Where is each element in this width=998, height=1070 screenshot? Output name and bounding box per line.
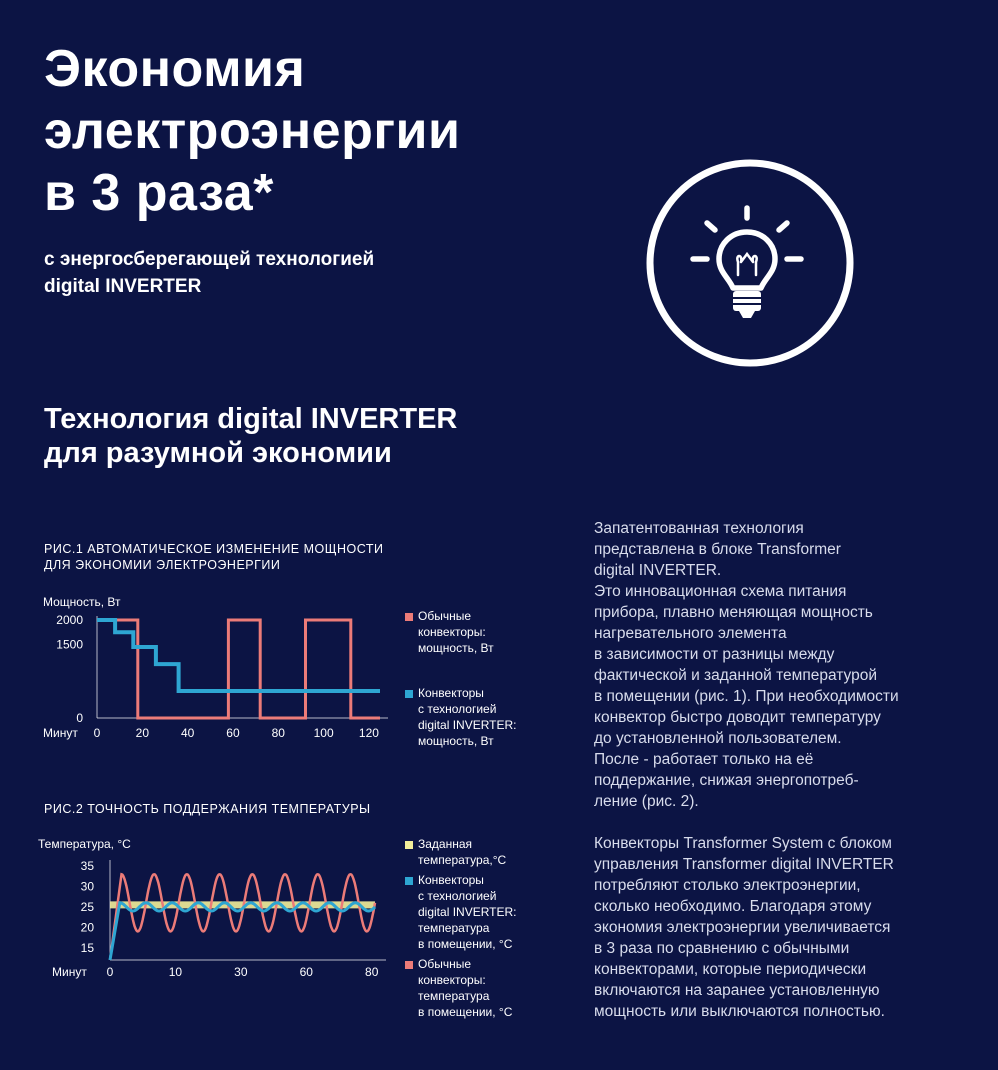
section-title-line: для разумной экономии bbox=[44, 437, 392, 469]
hero-title bbox=[44, 38, 460, 224]
x-tick-label: 80 bbox=[365, 965, 379, 979]
legend-swatch bbox=[405, 613, 413, 621]
legend-line: мощность, Вт bbox=[418, 641, 494, 655]
legend-line: Обычные bbox=[418, 957, 472, 971]
legend-line: мощность, Вт bbox=[418, 734, 494, 748]
description-line: сколько необходимо. Благодаря этому bbox=[594, 898, 872, 915]
description-line: прибора, плавно меняющая мощность bbox=[594, 604, 873, 621]
hero-subtitle-line: digital INVERTER bbox=[44, 276, 202, 297]
x-tick-label: 30 bbox=[234, 965, 248, 979]
section-title-line: Технология digital INVERTER bbox=[44, 403, 458, 435]
y-tick-label: 30 bbox=[80, 879, 94, 894]
fig1-legend bbox=[405, 608, 555, 758]
fig1-caption bbox=[44, 541, 383, 573]
legend-line: с технологией bbox=[418, 702, 497, 716]
description-line: После - работает только на её bbox=[594, 751, 814, 768]
x-axis-label: Минут bbox=[52, 965, 87, 979]
legend-item-inverter bbox=[405, 872, 516, 952]
description-line: Запатентованная технология bbox=[594, 520, 804, 537]
legend-item-target bbox=[405, 836, 506, 868]
legend-item-conventional bbox=[405, 608, 494, 656]
series-conventional-temperature bbox=[110, 874, 375, 960]
x-tick-label: 60 bbox=[299, 965, 313, 979]
legend-line: Конвекторы bbox=[418, 686, 484, 700]
description-line: мощность или выключаются полностью. bbox=[594, 1003, 885, 1020]
legend-swatch bbox=[405, 841, 413, 849]
x-tick-label: 80 bbox=[271, 726, 285, 740]
x-tick-label: 10 bbox=[168, 965, 183, 979]
fig1-caption-line: РИС.1 АВТОМАТИЧЕСКОЕ ИЗМЕНЕНИЕ МОЩНОСТИ bbox=[44, 542, 384, 556]
x-axis-label: Минут bbox=[43, 726, 78, 740]
legend-swatch bbox=[405, 690, 413, 698]
description-line: экономия электроэнергии увеличивается bbox=[594, 919, 891, 936]
temperature-chart bbox=[36, 830, 396, 985]
description bbox=[594, 518, 974, 1022]
y-tick-label: 15 bbox=[80, 940, 94, 955]
description-paragraph-2 bbox=[594, 833, 974, 1022]
x-tick-label: 120 bbox=[358, 726, 379, 740]
description-line: нагревательного элемента bbox=[594, 625, 787, 642]
legend-line: температура bbox=[418, 989, 490, 1003]
legend-line: digital INVERTER: bbox=[418, 718, 517, 732]
description-line: digital INVERTER. bbox=[594, 562, 722, 579]
description-line: до установленной пользователем. bbox=[594, 730, 842, 747]
description-line: в помещении (рис. 1). При необходимости bbox=[594, 688, 899, 705]
description-line: представлена в блоке Transformer bbox=[594, 541, 841, 558]
description-line: управления Transformer digital INVERTER bbox=[594, 856, 894, 873]
legend-swatch bbox=[405, 877, 413, 885]
power-chart bbox=[36, 590, 398, 746]
y-tick-label: 25 bbox=[80, 899, 94, 914]
description-line: потребляют столько электроэнергии, bbox=[594, 877, 861, 894]
hero-title-line: в 3 раза* bbox=[44, 164, 274, 222]
legend-line: Обычные bbox=[418, 609, 472, 623]
hero-subtitle bbox=[44, 246, 374, 300]
description-line: конвекторами, которые периодически bbox=[594, 961, 867, 978]
x-tick-label: 60 bbox=[226, 726, 240, 740]
legend-line: температура,°С bbox=[418, 853, 507, 867]
y-tick-label: 20 bbox=[80, 920, 94, 935]
y-axis-label: Мощность, Вт bbox=[43, 595, 121, 609]
x-tick-label: 0 bbox=[93, 726, 101, 740]
series-inverter-power bbox=[97, 620, 380, 691]
description-line: поддержание, снижая энергопотреб- bbox=[594, 772, 859, 789]
x-tick-label: 20 bbox=[135, 726, 150, 740]
y-tick-label: 2000 bbox=[56, 613, 83, 627]
description-line: включаются на заранее установленную bbox=[594, 982, 880, 999]
description-line: фактической и заданной температурой bbox=[594, 667, 877, 684]
legend-item-conventional bbox=[405, 956, 512, 1020]
hero-title-line: Экономия bbox=[44, 40, 306, 98]
x-tick-label: 100 bbox=[313, 726, 334, 740]
legend-line: в помещении, °С bbox=[418, 1005, 513, 1019]
y-axis-label: Температура, °С bbox=[38, 837, 131, 851]
fig2-caption-line: РИС.2 ТОЧНОСТЬ ПОДДЕРЖАНИЯ ТЕМПЕРАТУРЫ bbox=[44, 802, 371, 816]
fig1-caption-line: ДЛЯ ЭКОНОМИИ ЭЛЕКТРОЭНЕРГИИ bbox=[44, 558, 281, 572]
description-line: в зависимости от разницы между bbox=[594, 646, 835, 663]
y-tick-label: 35 bbox=[80, 859, 94, 874]
light-bulb-icon bbox=[645, 158, 855, 368]
legend-line: температура bbox=[418, 921, 490, 935]
description-line: Конвекторы Transformer System с блоком bbox=[594, 835, 892, 852]
fig2-legend bbox=[405, 836, 555, 1026]
description-line: Это инновационная схема питания bbox=[594, 583, 847, 600]
legend-line: в помещении, °С bbox=[418, 937, 513, 951]
legend-line: конвекторы: bbox=[418, 625, 486, 639]
fig2-caption bbox=[44, 801, 371, 817]
legend-line: с технологией bbox=[418, 889, 497, 903]
legend-line: Заданная bbox=[418, 837, 473, 851]
hero-title-line: электроэнергии bbox=[44, 102, 461, 160]
legend-line: digital INVERTER: bbox=[418, 905, 517, 919]
legend-line: конвекторы: bbox=[418, 973, 486, 987]
description-line: в 3 раза по сравнению с обычными bbox=[594, 940, 850, 957]
y-tick-label: 1500 bbox=[56, 637, 83, 652]
legend-swatch bbox=[405, 961, 413, 969]
x-tick-label: 0 bbox=[106, 965, 114, 979]
section-title bbox=[44, 402, 457, 470]
series-conventional-power bbox=[97, 620, 380, 718]
legend-item-inverter bbox=[405, 685, 516, 749]
y-tick-label: 0 bbox=[76, 711, 83, 725]
hero-subtitle-line: с энергосберегающей технологией bbox=[44, 249, 375, 270]
description-line: ление (рис. 2). bbox=[594, 793, 699, 810]
legend-line: Конвекторы bbox=[418, 873, 484, 887]
x-tick-label: 40 bbox=[180, 726, 195, 740]
description-line: конвектор быстро доводит температуру bbox=[594, 709, 881, 726]
description-paragraph-1 bbox=[594, 518, 974, 812]
